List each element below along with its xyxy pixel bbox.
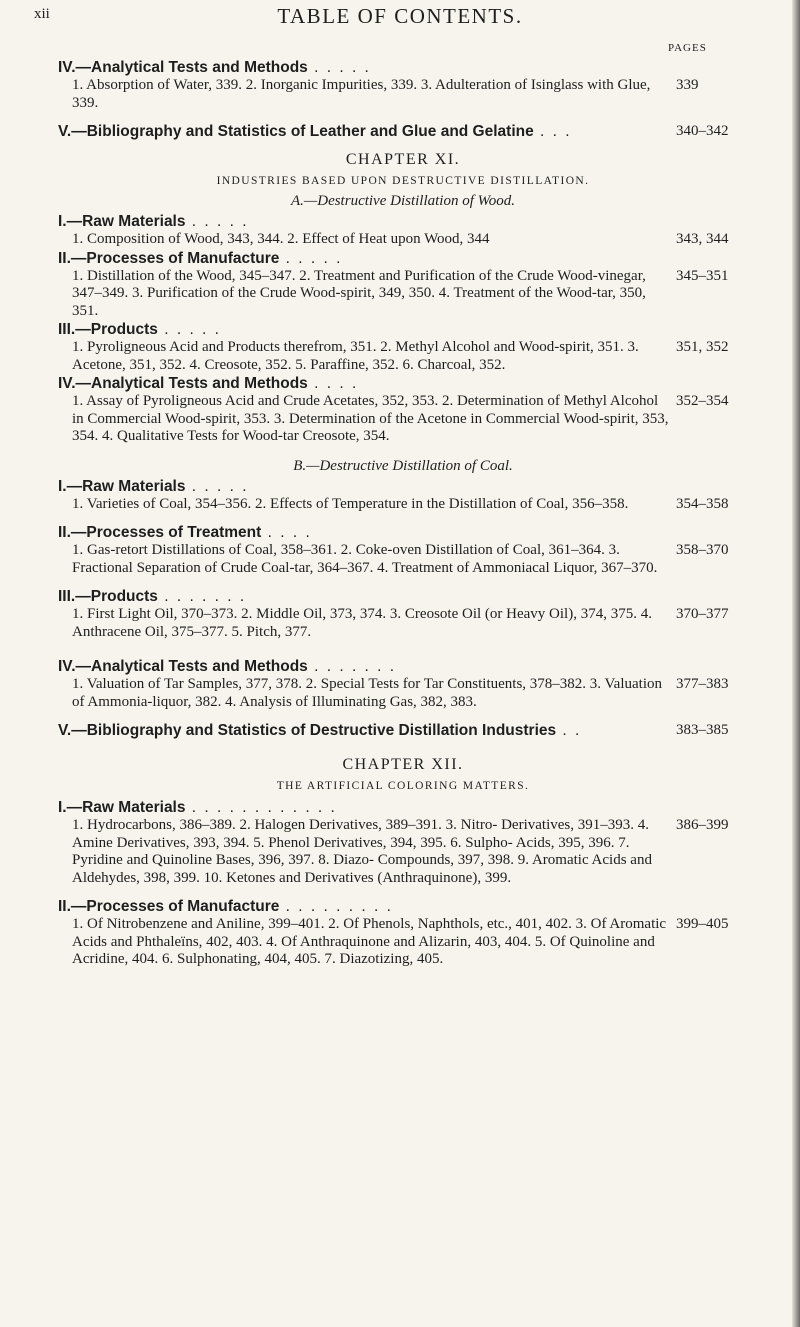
toc-entry [72,393,748,446]
entry-text: 1. Pyroligneous Acid and Products therefrom, 351. 2. Methyl Alcohol and Wood-spirit, 351. 3. Acetone, 351, 352. 4. Creosote, 352. 5. Paraffine, 352. 6. Charcoal, 352. [72,339,639,373]
page-edge-shadow [792,0,800,1327]
toc-entry [72,606,748,641]
page-range: 352–354 [676,393,729,409]
section-title: II.—Processes of Treatment [58,524,262,541]
section-title: III.—Products [58,321,158,338]
page-range: 377–383 [676,676,729,692]
toc-section: V.—Bibliography and Statistics of Destructive Distillation Industries . . 383–385 [58,721,748,740]
page-range: 340–342 [676,123,729,139]
toc-entry [72,676,748,711]
page-range: 345–351 [676,267,729,284]
section-title: III.—Products [58,588,158,605]
toc-entry [72,268,748,321]
chapter-heading: CHAPTER XI. [345,151,461,168]
toc-entry [72,231,748,249]
toc-section: I.—Raw Materials . . . . . 1. Composition of Wood, 343, 344. 2. Effect of Heat upon Wood, 344 343, 344 [58,212,748,249]
toc-section: II.—Processes of Manufacture . . . . . 1. Distillation of the Wood, 345–347. 2. Treatment and Purification of the Crude Wood-vinegar, 347–349. 3. Purification of the Crude Wood-spirit, 349, 350. 4. Treatment of the Wood-tar, 350, 351. 345–351 [58,249,748,321]
pages-column-label: PAGES [668,42,707,54]
chapter-subheading: THE ARTIFICIAL COLORING MATTERS. [276,780,530,792]
section-title: V.—Bibliography and Statistics of Leather and Glue and Gelatine [58,123,534,140]
toc-section: II.—Processes of Manufacture . . . . . . . . . 1. Of Nitrobenzene and Aniline, 399–401. 2. Of Phenols, Naphthols, etc., 401, 402. 3. Of Aromatic Acids and Phthaleïns, 402, 403. 4. Of Anthraquinone and Alizarin, 403, 404. 5. Of Quinoline and Acridine, 404. 6. Sulphonating, 404, 405. 7. Diazotizing, 405. 399–405 [58,897,748,969]
section-title: II.—Processes of Manufacture [58,249,280,267]
toc-content [58,58,748,969]
page-range: 399–405 [676,916,729,932]
toc-entry [72,916,748,969]
section-title: I.—Raw Materials [58,799,186,816]
toc-section: III.—Products . . . . . 1. Pyroligneous Acid and Products therefrom, 351. 2. Methyl Alcohol and Wood-spirit, 351. 3. Acetone, 351, 352. 4. Creosote, 352. 5. Paraffine, 352. 6. Charcoal, 352. 351, 352 [58,320,748,374]
page-range: 386–399 [676,817,729,833]
toc-section: I.—Raw Materials . . . . . 1. Varieties of Coal, 354–356. 2. Effects of Temperature in the Distillation of Coal, 356–358. 354–358 [58,477,748,514]
page-range: 358–370 [676,542,729,558]
toc-section: III.—Products . . . . . . . 1. First Light Oil, 370–373. 2. Middle Oil, 373, 374. 3. Creosote Oil (or Heavy Oil), 374, 375. 4. Anthracene Oil, 375–377. 5. Pitch, 377. 370–377 [58,587,748,641]
entry-text: 1. Hydrocarbons, 386–389. 2. Halogen Derivatives, 389–391. 3. Nitro- Derivatives, 391–393. 4. Amine Derivatives, 393, 394. 5. Phenol Derivatives, 394, 395. 6. Sulpho- Acids, 395, 396. 7. Pyridine and Quinoline Bases, 396, 397. 8. Diazo- Compounds, 397, 398. 9. Aromatic Acids and Aldehydes, 398, 399. 10. Ketones and Derivatives (Anthraquinone), 399. [72,817,652,886]
running-head: TABLE OF CONTENTS. [277,4,523,28]
section-title: IV.—Analytical Tests and Methods [58,59,308,76]
entry-text: 1. Gas-retort Distillations of Coal, 358–361. 2. Coke-oven Distillation of Coal, 361–364. 3. Fractional Separation of Crude Coal-tar, 364–367. 4. Treatment of Ammoniacal Liquor, 367–370. [72,542,658,576]
section-title: I.—Raw Materials [58,477,186,495]
page-number: xii [34,6,50,22]
toc-entry [72,496,748,514]
part-heading: A.—Destructive Distillation of Wood. [290,193,516,209]
toc-section: V.—Bibliography and Statistics of Leather and Glue and Gelatine . . . 340–342 [58,122,748,141]
toc-entry [72,77,748,112]
page-range: 370–377 [676,606,729,622]
section-title: I.—Raw Materials [58,213,186,230]
entry-text: 1. Absorption of Water, 339. 2. Inorganic Impurities, 339. 3. Adulteration of Isinglass with Glue, 339. [72,77,651,111]
toc-section: IV.—Analytical Tests and Methods . . . . . 1. Absorption of Water, 339. 2. Inorganic Impurities, 339. 3. Adulteration of Isinglass with Glue, 339. 339 [58,58,748,112]
entry-text: 1. First Light Oil, 370–373. 2. Middle Oil, 373, 374. 3. Creosote Oil (or Heavy Oil), 374, 375. 4. Anthracene Oil, 375–377. 5. Pitch, 377. [72,606,652,640]
page-range: 351, 352 [676,339,729,355]
page-range: 339 [676,77,699,93]
page-range: 343, 344 [676,231,729,247]
page-range: 383–385 [676,722,729,738]
entry-text: 1. Of Nitrobenzene and Aniline, 399–401. 2. Of Phenols, Naphthols, etc., 401, 402. 3. Of Aromatic Acids and Phthaleïns, 402, 403. 4. Of Anthraquinone and Alizarin, 403, 404. 5. Of Quinoline and Acridine, 404. 6. Sulphonating, 404, 405. 7. Diazotizing, 405. [72,916,667,967]
entry-text: 1. Varieties of Coal, 354–356. 2. Effects of Temperature in the Distillation of Coal, 356–358. [72,495,629,512]
section-title: IV.—Analytical Tests and Methods [58,375,308,392]
toc-entry [72,817,748,887]
page-range: 354–358 [676,495,729,512]
toc-entry [72,542,748,577]
part-heading: B.—Destructive Distillation of Coal. [293,457,513,474]
entry-text: 1. Distillation of the Wood, 345–347. 2. Treatment and Purification of the Crude Wood-vinegar, 347–349. 3. Purification of the Crude Wood-spirit, 349, 350. 4. Treatment of the Wood-tar, 350, 351. [72,267,646,319]
section-title: II.—Processes of Manufacture [58,898,280,915]
toc-section: II.—Processes of Treatment . . . . 1. Gas-retort Distillations of Coal, 358–361. 2. Coke-oven Distillation of Coal, 361–364. 3. Fractional Separation of Crude Coal-tar, 364–367. 4. Treatment of Ammoniacal Liquor, 367–370. 358–370 [58,523,748,577]
chapter-heading: CHAPTER XII. [342,756,464,773]
chapter-subheading: INDUSTRIES BASED UPON DESTRUCTIVE DISTILLATION. [216,175,590,187]
toc-section: I.—Raw Materials . . . . . . . . . . . . 1. Hydrocarbons, 386–389. 2. Halogen Derivatives, 389–391. 3. Nitro- Derivatives, 391–393. 4. Amine Derivatives, 393, 394. 5. Phenol Derivatives, 394, 395. 6. Sulpho- Acids, 395, 396. 7. Pyridine and Quinoline Bases, 396, 397. 8. Diazo- Compounds, 397, 398. 9. Aromatic Acids and Aldehydes, 398, 399. 10. Ketones and Derivatives (Anthraquinone), 399. 386–399 [58,798,748,887]
entry-text: 1. Composition of Wood, 343, 344. 2. Effect of Heat upon Wood, 344 [72,231,490,247]
entry-text: 1. Valuation of Tar Samples, 377, 378. 2. Special Tests for Tar Constituents, 378–382. 3. Valuation of Ammonia-liquor, 382. 4. Analysis of Illuminating Gas, 382, 383. [72,676,662,710]
section-title: IV.—Analytical Tests and Methods [58,658,308,675]
section-title: V.—Bibliography and Statistics of Destructive Distillation Industries [58,722,557,739]
toc-entry [72,339,748,374]
entry-text: 1. Assay of Pyroligneous Acid and Crude Acetates, 352, 353. 2. Determination of Methyl Alcohol in Commercial Wood-spirit, 353. 3. Determination of the Acetone in Commercial Wood-spirit, 353, 354. 4. Qualitative Tests for Wood-tar Creosote, 354. [72,393,669,444]
toc-section: IV.—Analytical Tests and Methods . . . . 1. Assay of Pyroligneous Acid and Crude Acetates, 352, 353. 2. Determination of Methyl Alcohol in Commercial Wood-spirit, 353. 3. Determination of the Acetone in Commercial Wood-spirit, 353, 354. 4. Qualitative Tests for Wood-tar Creosote, 354. 352–354 [58,374,748,446]
toc-section: IV.—Analytical Tests and Methods . . . . . . . 1. Valuation of Tar Samples, 377, 378. 2. Special Tests for Tar Constituents, 378–382. 3. Valuation of Ammonia-liquor, 382. 4. Analysis of Illuminating Gas, 382, 383. 377–383 [58,657,748,711]
